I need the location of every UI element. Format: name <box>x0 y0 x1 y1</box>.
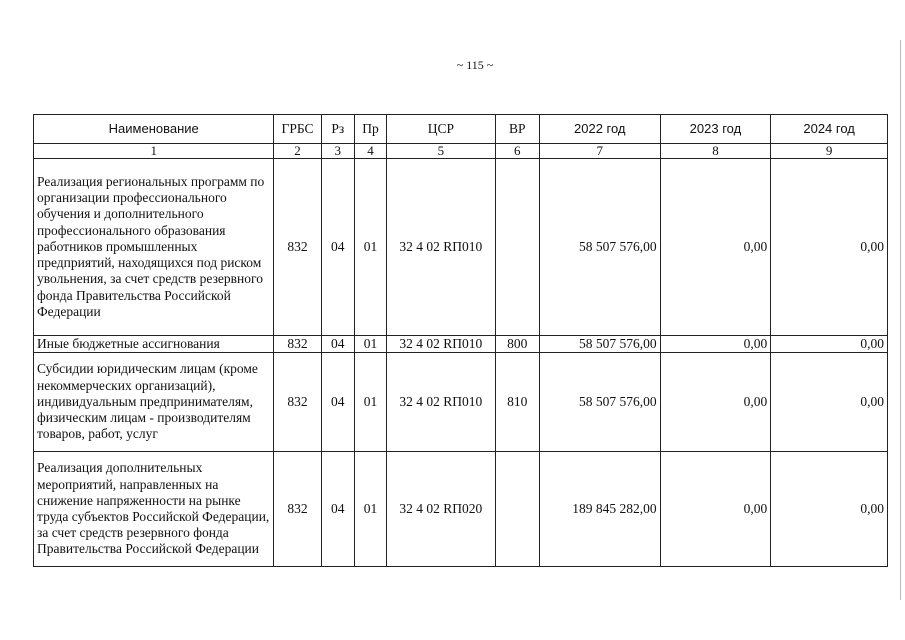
header-2023: 2023 год <box>660 115 771 144</box>
column-number: 4 <box>354 144 386 159</box>
column-number: 6 <box>495 144 539 159</box>
row-vr <box>495 159 539 336</box>
header-rz: Рз <box>321 115 354 144</box>
table-row <box>34 353 888 452</box>
header-vr: ВР <box>495 115 539 144</box>
row-csr: 32 4 02 RП020 <box>387 452 496 567</box>
page-number: ~ 115 ~ <box>456 58 494 72</box>
row-vr: 810 <box>495 353 539 452</box>
row-2023: 0,00 <box>660 336 771 353</box>
row-name: Иные бюджетные ассигнования <box>34 336 274 353</box>
row-rz: 04 <box>321 452 354 567</box>
row-grbs: 832 <box>274 452 321 567</box>
row-2024: 0,00 <box>771 452 888 567</box>
row-grbs: 832 <box>274 353 321 452</box>
row-2023: 0,00 <box>660 452 771 567</box>
row-grbs: 832 <box>274 336 321 353</box>
row-2023: 0,00 <box>660 159 771 336</box>
column-number-row <box>34 144 888 159</box>
row-pr: 01 <box>354 159 386 336</box>
row-csr: 32 4 02 RП010 <box>387 336 496 353</box>
row-2024: 0,00 <box>771 353 888 452</box>
table-row <box>34 336 888 353</box>
column-number: 9 <box>771 144 888 159</box>
header-csr: ЦСР <box>387 115 496 144</box>
header-pr: Пр <box>354 115 386 144</box>
row-rz: 04 <box>321 159 354 336</box>
budget-table <box>33 114 888 567</box>
row-name: Реализация дополнительных мероприятий, направленных на снижение напряженности на рынке труда субъектов Российской Федерации, за счет средств резервного фонда Правительства Российской Федерации <box>34 452 274 567</box>
row-pr: 01 <box>354 452 386 567</box>
row-2023: 0,00 <box>660 353 771 452</box>
row-rz: 04 <box>321 353 354 452</box>
table-row <box>34 159 888 336</box>
row-name: Реализация региональных программ по организации профессионального обучения и дополнительного профессионального образования работников промышленных предприятий, находящихся под риском увольнения, за счет средств резервного фонда Правительства Российской Федерации <box>34 159 274 336</box>
column-number: 1 <box>34 144 274 159</box>
row-vr <box>495 452 539 567</box>
header-name: Наименование <box>34 115 274 144</box>
header-row <box>34 115 888 144</box>
column-number: 3 <box>321 144 354 159</box>
row-grbs: 832 <box>274 159 321 336</box>
row-2022: 58 507 576,00 <box>539 353 660 452</box>
column-number: 5 <box>387 144 496 159</box>
row-vr: 800 <box>495 336 539 353</box>
row-2022: 58 507 576,00 <box>539 159 660 336</box>
row-2022: 189 845 282,00 <box>539 452 660 567</box>
row-csr: 32 4 02 RП010 <box>387 159 496 336</box>
header-2024: 2024 год <box>771 115 888 144</box>
column-number: 8 <box>660 144 771 159</box>
row-2022: 58 507 576,00 <box>539 336 660 353</box>
header-2022: 2022 год <box>539 115 660 144</box>
header-grbs: ГРБС <box>274 115 321 144</box>
column-number: 7 <box>539 144 660 159</box>
scan-edge-line <box>900 40 901 600</box>
row-name: Субсидии юридическим лицам (кроме некоммерческих организаций), индивидуальным предпринимателям, физическим лицам - производителям товаров, работ, услуг <box>34 353 274 452</box>
row-csr: 32 4 02 RП010 <box>387 353 496 452</box>
row-2024: 0,00 <box>771 159 888 336</box>
row-rz: 04 <box>321 336 354 353</box>
row-pr: 01 <box>354 353 386 452</box>
column-number: 2 <box>274 144 321 159</box>
table-row <box>34 452 888 567</box>
row-2024: 0,00 <box>771 336 888 353</box>
row-pr: 01 <box>354 336 386 353</box>
